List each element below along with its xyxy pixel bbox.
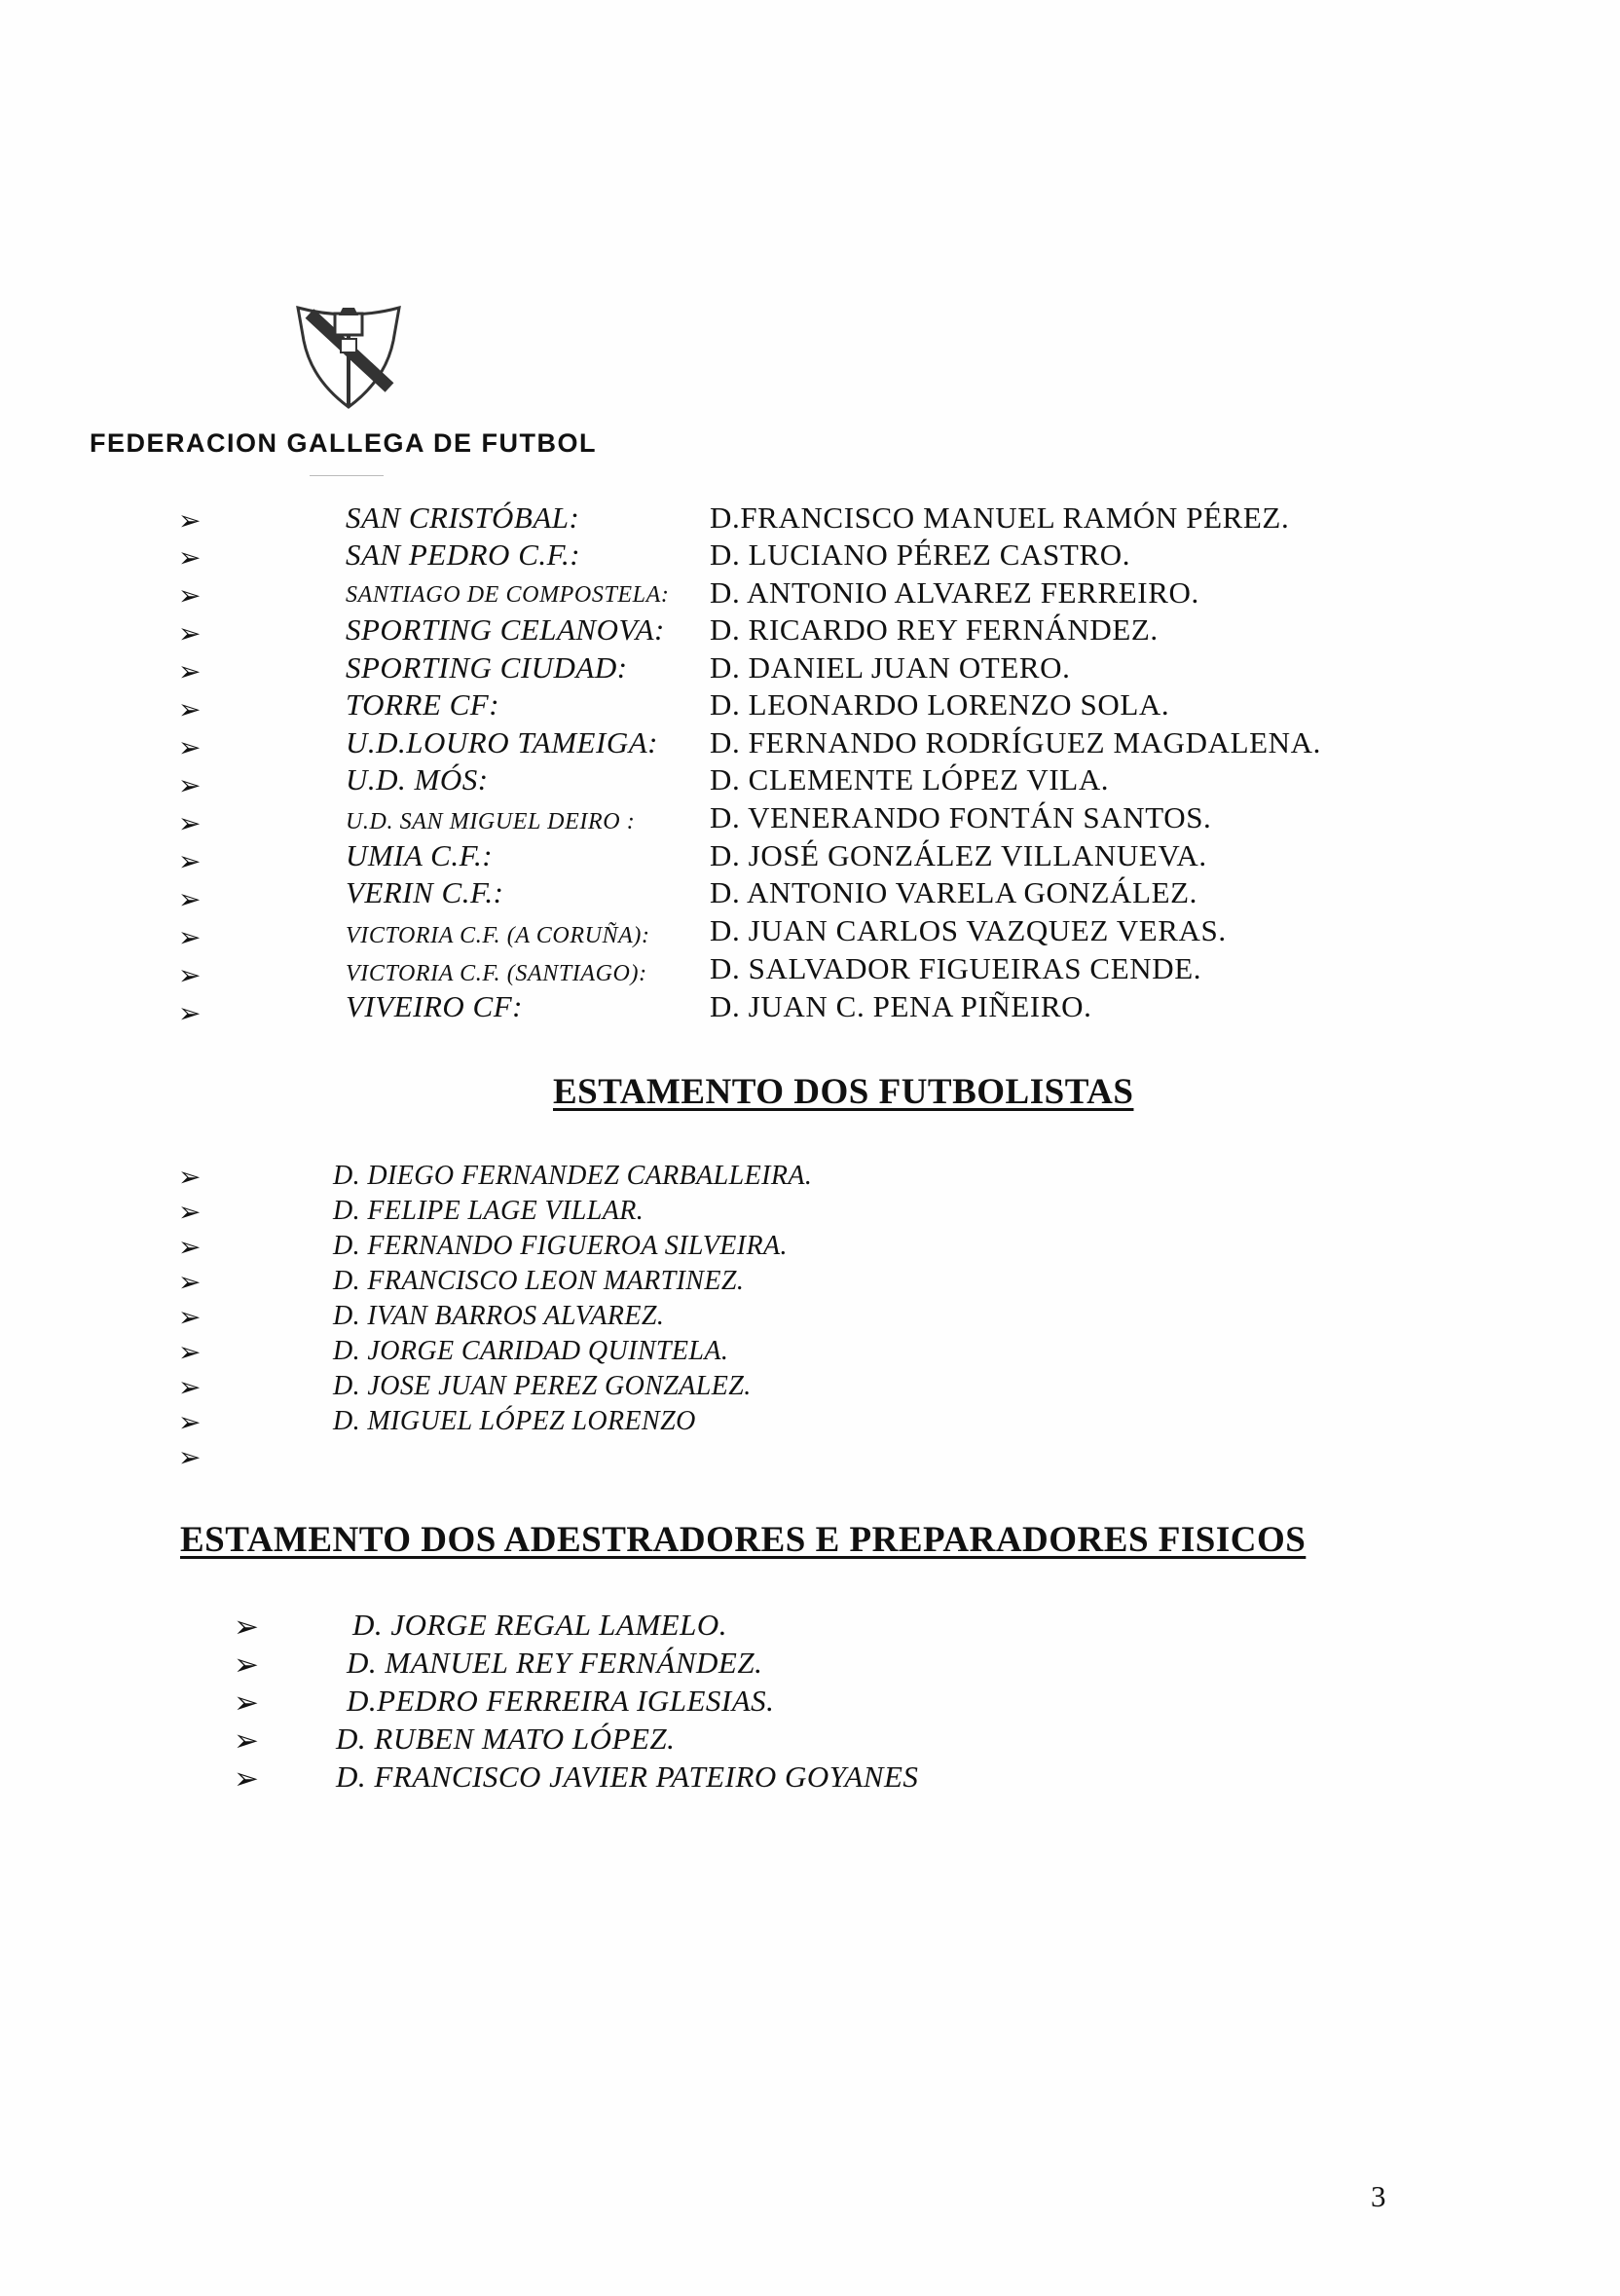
representative-name: D. FERNANDO RODRÍGUEZ MAGDALENA. [710, 725, 1321, 759]
representative-name: D. CLEMENTE LÓPEZ VILA. [710, 762, 1110, 796]
list-item: D. FELIPE LAGE VILLAR. [333, 1196, 644, 1226]
list-item: D. JORGE REGAL LAMELO. [352, 1608, 727, 1642]
list-bullet: ➢ [178, 1196, 202, 1228]
list-bullet: ➢ [178, 1301, 202, 1333]
representative-name: D. LUCIANO PÉREZ CASTRO. [710, 537, 1131, 572]
list-item: D. FRANCISCO LEON MARTINEZ. [333, 1266, 745, 1296]
list-item: D. JORGE CARIDAD QUINTELA. [333, 1336, 729, 1366]
list-item: D. DIEGO FERNANDEZ CARBALLEIRA. [333, 1161, 813, 1191]
representative-name: D. RICARDO REY FERNÁNDEZ. [710, 612, 1159, 647]
list-bullet: ➢ [178, 997, 202, 1029]
list-item: D. MANUEL REY FERNÁNDEZ. [347, 1646, 763, 1680]
federation-crest [292, 300, 405, 413]
list-bullet: ➢ [178, 769, 202, 801]
list-item: D. FERNANDO FIGUEROA SILVEIRA. [333, 1231, 788, 1261]
club-name: VICTORIA C.F. (SANTIAGO): [346, 961, 647, 986]
crest-icon [292, 300, 405, 413]
club-name: VERIN C.F.: [346, 875, 504, 909]
representative-name: D. JOSÉ GONZÁLEZ VILLANUEVA. [710, 838, 1207, 872]
representative-name: D. VENERANDO FONTÁN SANTOS. [710, 800, 1212, 834]
club-name: U.D.LOURO TAMEIGA: [346, 725, 658, 759]
list-bullet: ➢ [178, 541, 202, 574]
list-bullet: ➢ [234, 1685, 259, 1721]
representative-name: D. LEONARDO LORENZO SOLA. [710, 687, 1170, 722]
list-item: D. IVAN BARROS ALVAREZ. [333, 1301, 665, 1331]
club-name: SPORTING CELANOVA: [346, 612, 665, 647]
page-number: 3 [1371, 2179, 1386, 2213]
list-bullet: ➢ [234, 1761, 259, 1796]
representative-name: D. SALVADOR FIGUEIRAS CENDE. [710, 951, 1202, 985]
representative-name: D. ANTONIO ALVAREZ FERREIRO. [710, 575, 1199, 610]
club-name: VICTORIA C.F. (A CORUÑA): [346, 923, 650, 948]
list-bullet: ➢ [178, 617, 202, 649]
section-title-adestradores: ESTAMENTO DOS ADESTRADORES E PREPARADORES FISICOS [180, 1520, 1307, 1560]
list-bullet: ➢ [234, 1723, 259, 1759]
list-bullet: ➢ [178, 807, 202, 839]
section-title-futbolistas: ESTAMENTO DOS FUTBOLISTAS [553, 1072, 1134, 1112]
list-item: D. RUBEN MATO LÓPEZ. [336, 1722, 676, 1756]
list-bullet: ➢ [178, 579, 202, 611]
club-name: VIVEIRO CF: [346, 989, 523, 1023]
list-bullet: ➢ [178, 1336, 202, 1368]
list-bullet: ➢ [178, 1441, 202, 1473]
list-bullet: ➢ [178, 504, 202, 537]
club-name: SANTIAGO DE COMPOSTELA: [346, 582, 670, 608]
club-name: U.D. MÓS: [346, 762, 489, 796]
club-name: TORRE CF: [346, 687, 500, 722]
list-bullet: ➢ [178, 1231, 202, 1263]
list-bullet: ➢ [178, 959, 202, 991]
club-name: U.D. SAN MIGUEL DEIRO : [346, 809, 636, 834]
list-item: D. FRANCISCO JAVIER PATEIRO GOYANES [336, 1759, 919, 1794]
list-bullet: ➢ [178, 883, 202, 915]
club-name: SAN CRISTÓBAL: [346, 500, 580, 535]
list-bullet: ➢ [178, 1161, 202, 1193]
header-divider [310, 475, 384, 476]
list-item: D. MIGUEL LÓPEZ LORENZO [333, 1406, 696, 1436]
club-name: SAN PEDRO C.F.: [346, 537, 581, 572]
representative-name: D.FRANCISCO MANUEL RAMÓN PÉREZ. [710, 500, 1290, 535]
list-item: D.PEDRO FERREIRA IGLESIAS. [347, 1684, 775, 1718]
representative-name: D. JUAN C. PENA PIÑEIRO. [710, 989, 1092, 1023]
club-name: UMIA C.F.: [346, 838, 494, 872]
federation-name: FEDERACION GALLEGA DE FUTBOL [90, 428, 597, 458]
representative-name: D. DANIEL JUAN OTERO. [710, 650, 1071, 685]
list-bullet: ➢ [178, 731, 202, 763]
representative-name: D. JUAN CARLOS VAZQUEZ VERAS. [710, 913, 1227, 947]
club-name: SPORTING CIUDAD: [346, 650, 628, 685]
list-bullet: ➢ [178, 655, 202, 687]
list-item: D. JOSE JUAN PEREZ GONZALEZ. [333, 1371, 752, 1401]
list-bullet: ➢ [178, 1266, 202, 1298]
list-bullet: ➢ [178, 1406, 202, 1438]
list-bullet: ➢ [178, 1371, 202, 1403]
list-bullet: ➢ [178, 845, 202, 877]
list-bullet: ➢ [178, 921, 202, 953]
list-bullet: ➢ [234, 1610, 259, 1645]
list-bullet: ➢ [234, 1648, 259, 1683]
list-bullet: ➢ [178, 693, 202, 725]
representative-name: D. ANTONIO VARELA GONZÁLEZ. [710, 875, 1197, 909]
